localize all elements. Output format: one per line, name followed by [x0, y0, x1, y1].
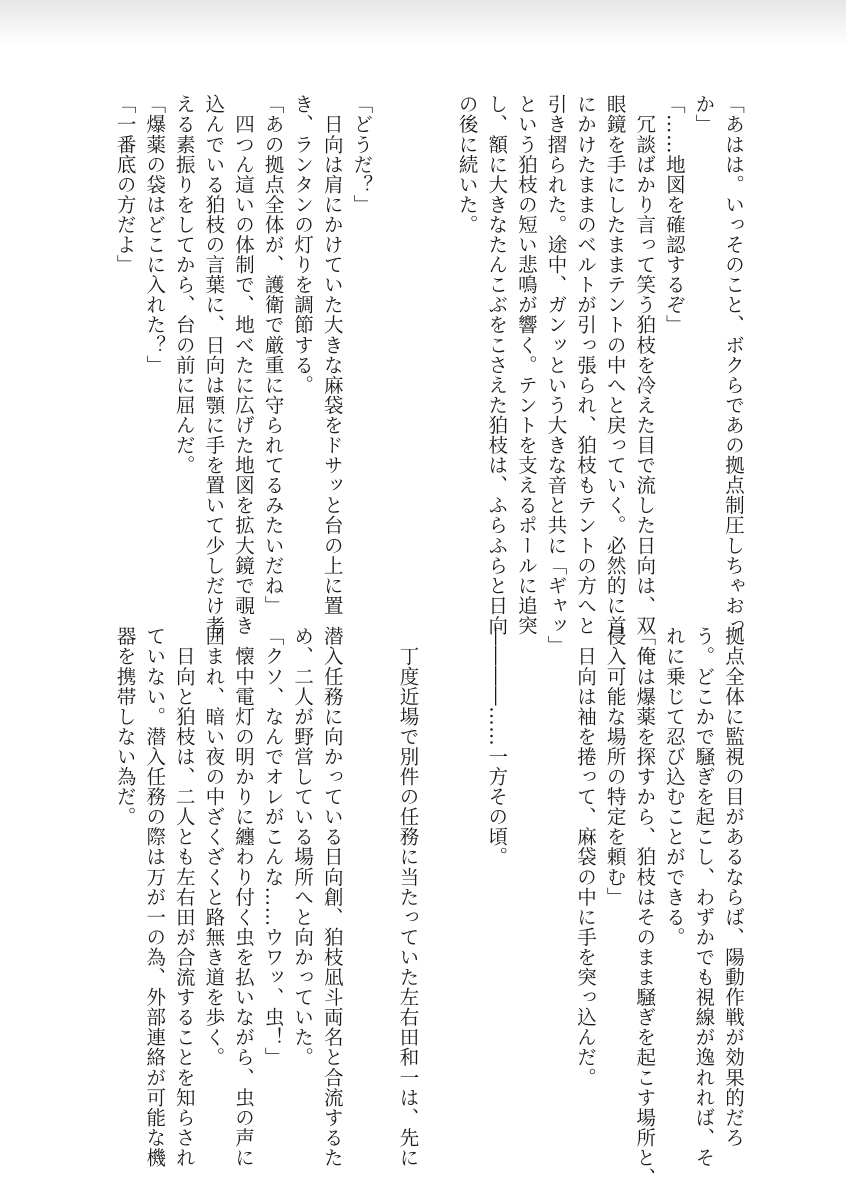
text-line: 日向は肩にかけていた大きな麻袋をドサッと台の上に置 [320, 94, 344, 616]
text-line: 四つん這いの体制で、地べたに広げた地図を拡大鏡で覗き [231, 94, 255, 636]
lower-right-text-block [393, 626, 748, 1188]
text-line: 潜入任務に向かっている日向創、狛枝凪斗両名と合流するた [320, 626, 344, 1168]
text-line: ていない。潜入任務の際は万が一の為、外部連絡が可能な機 [143, 626, 167, 1168]
text-line: 侵入可能な場所の特定を頼む」 [603, 626, 627, 907]
text-line: き、ランタンの灯りを調節する。 [291, 94, 315, 395]
text-line: 「俺は爆薬を探すから、狛枝はそのまま騒ぎを起こす場所と、 [633, 626, 657, 1188]
text-line: 懐中電灯の明かりに纏わり付く虫を払いながら、虫の声に [231, 626, 255, 1168]
blank-line [452, 626, 482, 1096]
text-line: 眼鏡を手にしたままテントの中へと戻っていく。必然的に首 [603, 94, 627, 636]
text-line: 「あの拠点全体が、護衛で厳重に守られてるみたいだね」 [261, 94, 285, 616]
text-line: し、額に大きなたんこぶをこさえた狛枝は、ふらふらと日向 [485, 94, 509, 636]
text-line: 冗談ばかり言って笑う狛枝を冷えた目で流した日向は、双 [633, 94, 657, 636]
blank-line [422, 626, 452, 1096]
text-line: 丁度近場で別件の任務に当たっていた左右田和一は、先に [396, 626, 420, 1168]
text-line: 「爆薬の袋はどこに入れた？」 [143, 94, 167, 375]
text-line: 器を携帯しない為だ。 [113, 626, 137, 827]
text-line: という狛枝の短い悲鳴が響く。テントを支えるポールに追突 [514, 94, 538, 636]
lower-left-text-block [110, 626, 347, 1168]
upper-left-text-block [110, 94, 376, 636]
text-line: 込んでいる狛枝の言葉に、日向は顎に手を置いて少しだけ考 [202, 94, 226, 636]
blank-line [511, 626, 541, 1096]
text-line: う。どこかで騒ぎを起こし、わずかでも視線が逸れれば、そ [692, 626, 716, 1168]
text-line: 囲まれ、暗い夜の中ざくざくと路無き道を歩く。 [202, 626, 226, 1068]
text-line: にかけたままのベルトが引っ張られ、狛枝もテントの方へと [574, 94, 598, 636]
text-line: の後に続いた。 [455, 94, 479, 235]
scene-break-line: ――――……一方その頃。 [485, 626, 509, 867]
text-line: 日向と狛枝は、二人とも左右田が合流することを知らされ [172, 626, 196, 1168]
text-line: 「クソ、なんでオレがこんな……ウワッ、虫！」 [261, 626, 285, 1068]
text-line: れに乗じて忍び込むことができる。 [662, 626, 686, 947]
text-line: 日向は袖を捲って、麻袋の中に手を突っ込んだ。 [574, 626, 598, 1088]
text-line: 「あはは。いっそのこと、ボクらであの拠点制圧しちゃおっ [722, 94, 745, 636]
text-line: め、二人が野営している場所へと向かっていた。 [291, 626, 315, 1068]
text-line: か」 [692, 94, 716, 135]
upper-right-text-block [452, 94, 748, 656]
text-line: 引き摺られた。途中、ガンッという大きな音と共に「ギャッ」 [544, 94, 568, 656]
text-line: 「どうだ？」 [350, 94, 374, 215]
text-line: える素振りをしてから、台の前に屈んだ。 [172, 94, 196, 475]
text-line: 拠点全体に監視の目があるならば、陽動作戦が効果的だろ [722, 626, 745, 1148]
text-line: 「……地図を確認するぞ」 [662, 94, 686, 335]
text-line: 「一番底の方だよ」 [113, 94, 137, 275]
blank-line [541, 626, 571, 1096]
